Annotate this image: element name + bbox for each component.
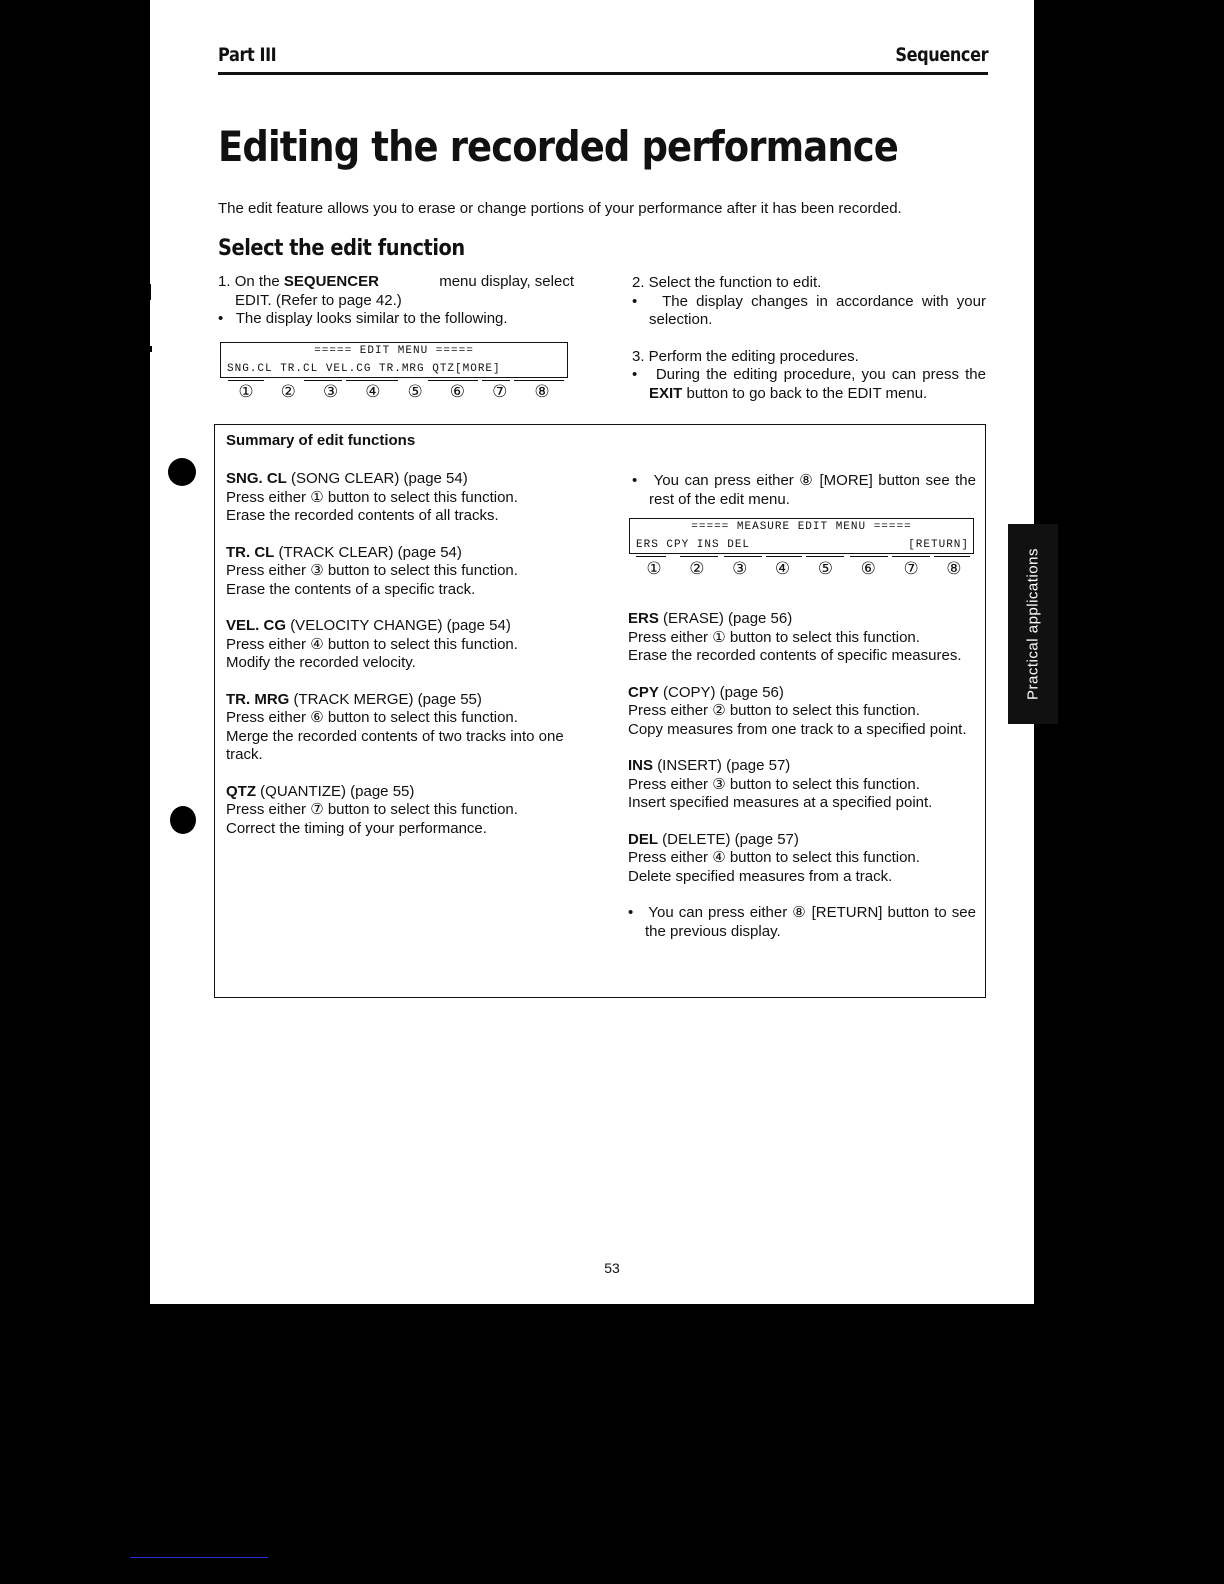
step1-text-d: EDIT. (Refer to page 42.): [235, 291, 402, 309]
function-line1: Press either ④ button to select this function.: [628, 849, 920, 866]
function-name: (TRACK MERGE) (page 55): [293, 690, 482, 708]
page-number: 53: [604, 1260, 620, 1276]
function-abbr: TR. CL: [226, 543, 275, 561]
summary-right-column: [628, 610, 976, 941]
function-line1: Press either ① button to select this function.: [226, 488, 518, 506]
lcd-top-line: ===== EDIT MENU =====: [314, 345, 474, 357]
return-bullet: • You can press either ⑧ [RETURN] button to see the previous display.: [628, 904, 976, 940]
function-name: (INSERT) (page 57): [657, 757, 791, 774]
header-section: Sequencer: [895, 44, 988, 66]
function-abbr: QTZ: [226, 782, 256, 800]
button-number: ⑧: [534, 382, 550, 401]
step2-bullet: • The display changes in accordance with your selection.: [632, 292, 986, 328]
function-abbr: CPY: [628, 683, 659, 701]
function-line1: Press either ② button to select this function.: [628, 702, 920, 719]
step-number: 1.: [218, 273, 231, 290]
right-column: [632, 274, 986, 403]
function-line2: Insert specified measures at a specified point.: [628, 794, 933, 811]
function-entry: [628, 610, 976, 666]
step1-keyword: SEQUENCER: [283, 273, 379, 290]
button-number: ①: [238, 382, 254, 401]
button-number: ①: [646, 559, 662, 578]
punch-hole-mark: [168, 458, 196, 486]
scan-mark: [149, 284, 151, 300]
lcd2-bottom-right: [RETURN]: [908, 539, 969, 551]
step1-text-a: On the: [234, 273, 280, 290]
page-title: Editing the recorded performance: [218, 122, 898, 171]
function-name: (ERASE) (page 56): [663, 610, 793, 627]
function-abbr: SNG. CL: [226, 470, 287, 487]
function-line1: Press either ④ button to select this function.: [226, 635, 518, 653]
function-name: (VELOCITY CHANGE) (page 54): [290, 617, 511, 634]
section-subtitle: Select the edit function: [218, 236, 465, 261]
button-number: ⑧: [946, 559, 962, 578]
function-entry: [226, 617, 586, 673]
function-line2: Delete specified measures from a track.: [628, 867, 893, 885]
function-line1: Press either ③ button to select this function.: [226, 562, 518, 579]
lcd-edit-menu: [220, 342, 568, 378]
function-abbr: DEL: [628, 830, 658, 848]
button-number: ⑤: [407, 382, 423, 401]
function-line2: Correct the timing of your performance.: [226, 819, 487, 837]
function-abbr: INS: [628, 757, 654, 774]
button-number: ⑥: [860, 559, 876, 578]
step3-bullet: • During the editing procedure, you can press the EXIT button to go back to the EDIT menu.: [632, 366, 986, 402]
function-abbr: ERS: [628, 610, 659, 627]
function-entry: [226, 691, 586, 765]
button-number: ⑤: [817, 559, 833, 578]
bullet3-text-c: button to go back to the EDIT menu.: [686, 384, 928, 402]
button-number: ④: [774, 559, 791, 578]
button-number: ⑦: [492, 382, 508, 401]
button-number: ③: [322, 382, 339, 401]
header-part: Part III: [218, 44, 277, 66]
lcd-measure-edit-menu: [629, 518, 974, 554]
bullet1-text: The display looks similar to the following.: [235, 310, 508, 327]
page-header: [218, 42, 988, 75]
bullet2-text: The display changes in accordance with your selection.: [649, 292, 986, 328]
lcd2-top-line: ===== MEASURE EDIT MENU =====: [691, 521, 912, 533]
button-number: ⑦: [903, 559, 919, 578]
left-column: [218, 273, 574, 329]
function-line2: Merge the recorded contents of two tracks into one track.: [226, 727, 564, 763]
button-number: ②: [689, 559, 705, 578]
step2-text: 2. Select the function to edit.: [632, 274, 822, 291]
function-entry: [226, 470, 586, 526]
function-entry: [628, 684, 976, 740]
lcd2-button-numbers: [644, 559, 964, 579]
function-entry: [226, 544, 586, 600]
side-tab-label: Practical applications: [1024, 548, 1042, 700]
function-name: (COPY) (page 56): [663, 683, 784, 701]
more-bullet-text: You can press either ⑧ [MORE] button see the rest of the edit menu.: [649, 472, 976, 508]
function-line1: Press either ⑦ button to select this function.: [226, 801, 518, 818]
function-line2: Copy measures from one track to a specified point.: [628, 720, 967, 738]
lcd1-button-numbers: [236, 382, 552, 402]
side-tab: [1008, 524, 1058, 724]
function-entry: [628, 757, 976, 813]
function-name: (DELETE) (page 57): [662, 830, 799, 848]
function-line2: Erase the recorded contents of all tracks.: [226, 507, 499, 524]
function-abbr: TR. MRG: [226, 690, 290, 708]
lcd2-bottom-left: ERS CPY INS DEL: [636, 539, 751, 551]
return-bullet-text: You can press either ⑧ [RETURN] button to see the previous display.: [645, 904, 976, 940]
more-bullet: • You can press either ⑧ [MORE] button see the rest of the edit menu.: [632, 472, 976, 508]
function-name: (TRACK CLEAR) (page 54): [278, 543, 462, 561]
exit-keyword: EXIT: [649, 384, 683, 402]
function-line2: Erase the contents of a specific track.: [226, 580, 476, 598]
summary-left-column: [226, 470, 586, 856]
function-line1: Press either ③ button to select this function.: [628, 775, 920, 793]
summary-title: Summary of edit functions: [226, 432, 416, 449]
step1-text-c: menu display, select: [439, 273, 574, 290]
function-name: (QUANTIZE) (page 55): [260, 782, 415, 800]
function-name: (SONG CLEAR) (page 54): [291, 470, 468, 487]
function-entry: [226, 783, 586, 839]
bullet3-text-a: During the editing procedure, you can press the: [655, 366, 986, 383]
button-number: ④: [365, 382, 381, 401]
step1-bullet: • The display looks similar to the following.: [218, 310, 508, 327]
function-entry: [628, 831, 976, 887]
button-number: ⑥: [449, 382, 466, 401]
intro-text: The edit feature allows you to erase or change portions of your performance after it has been recorded.: [218, 200, 902, 217]
function-line2: Modify the recorded velocity.: [226, 654, 416, 671]
function-line1: Press either ① button to select this function.: [628, 628, 920, 646]
punch-hole-mark: [170, 806, 196, 834]
scan-mark: [150, 346, 152, 352]
button-number: ②: [280, 382, 296, 401]
summary-right-column-top: [632, 472, 976, 509]
function-abbr: VEL. CG: [226, 617, 287, 634]
lcd-bottom-line: SNG.CL TR.CL VEL.CG TR.MRG QTZ[MORE]: [227, 363, 501, 375]
link-underline: [130, 1557, 268, 1558]
button-number: ③: [732, 559, 748, 578]
function-line1: Press either ⑥ button to select this function.: [226, 709, 518, 726]
step3-text: 3. Perform the editing procedures.: [632, 347, 859, 365]
function-line2: Erase the recorded contents of specific measures.: [628, 647, 962, 664]
